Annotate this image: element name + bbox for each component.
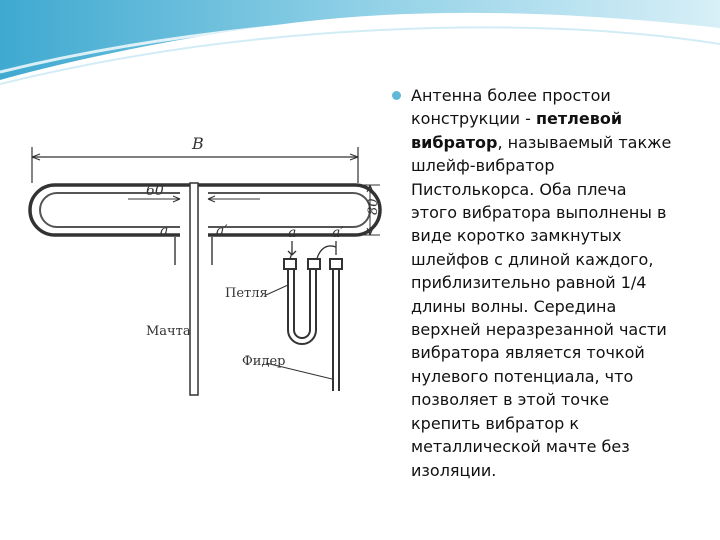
paragraph-text-start: Антенна более простои конструкции -	[411, 86, 611, 129]
paragraph-term-bold: петлевой вибратор	[411, 109, 623, 152]
label-a-prime-right: a′	[332, 225, 344, 241]
label-feeder: Фидер	[242, 354, 286, 369]
label-a-left: a	[160, 223, 169, 239]
loop-dipole-diagram	[20, 125, 390, 405]
feeder-line	[333, 269, 339, 391]
bullet-item	[392, 84, 692, 482]
slide-text-block	[392, 84, 692, 482]
label-a-prime-left: a′	[216, 223, 228, 239]
label-height: 80	[366, 198, 381, 215]
header-wave-decoration	[0, 0, 720, 90]
label-gap: 60	[146, 183, 164, 199]
bullet-paragraph	[411, 84, 676, 482]
paragraph-text-end: , называемый также шлейф-вибратор Пистолькорса. Оба плеча этого вибратора выполнены в виде коротко замкнутых шлейфов с длиной каждого, приблизительно равной 1/4 длины волны. Середина верхней неразрезанной части вибратора является точкой нулевого потенциала, что позволяет в этой точке крепить вибратор к металлической мачте без изоляции.	[411, 132, 672, 480]
label-a-right: a	[288, 225, 297, 241]
vibrator-inner-loop	[40, 193, 370, 227]
label-loop: Петля	[225, 286, 268, 301]
bullet-dot-icon	[392, 91, 401, 100]
label-mast: Мачта	[146, 324, 191, 339]
mast	[190, 183, 198, 395]
label-width: B	[192, 134, 204, 153]
